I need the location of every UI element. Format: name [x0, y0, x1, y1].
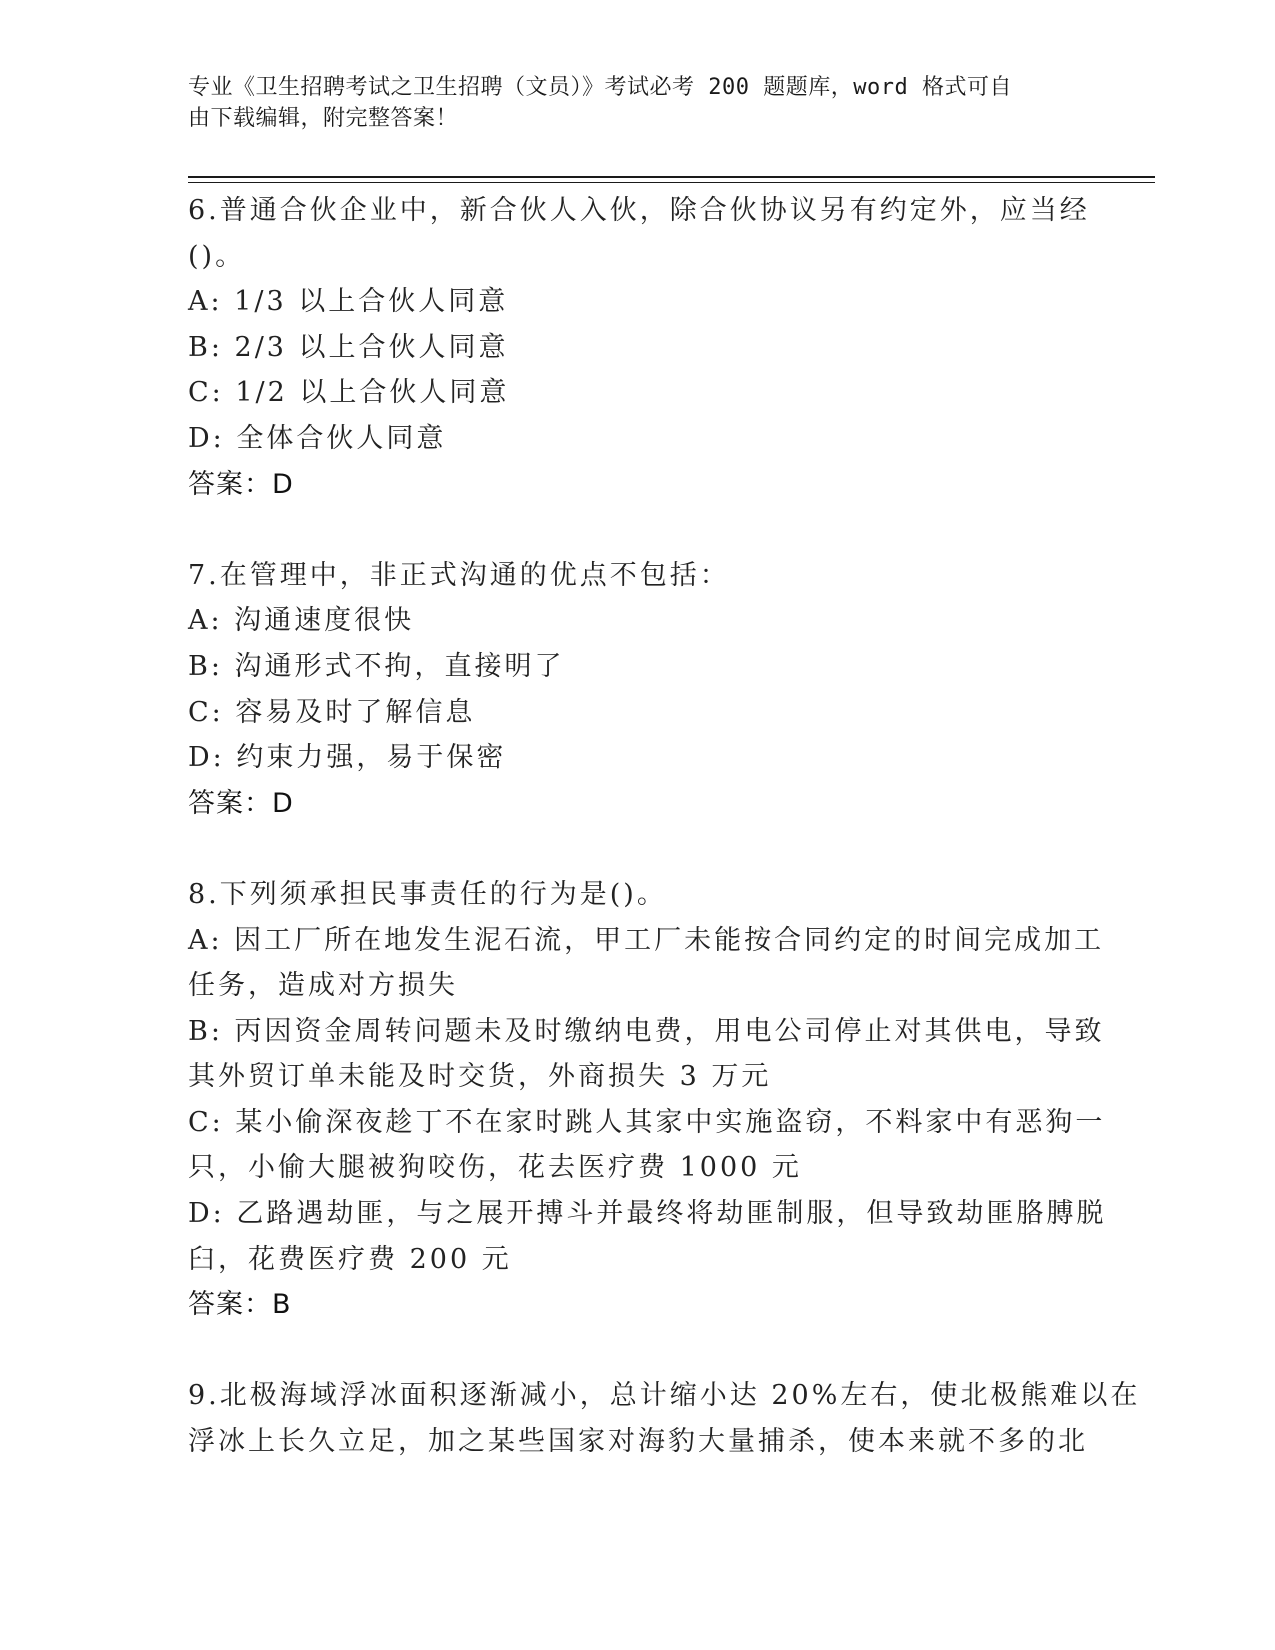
option-a: A: 1/3 以上合伙人同意	[188, 286, 509, 318]
question-text: 9.北极海域浮冰面积逐渐减小，总计缩小达 20%左右，使北极熊难以在	[188, 1380, 1141, 1412]
question-block	[188, 553, 1088, 827]
option-d: D: 约束力强，易于保密	[188, 742, 507, 774]
question-list	[188, 188, 1141, 1465]
option-c: C: 容易及时了解信息	[188, 696, 476, 728]
header-divider-thick	[188, 176, 1155, 178]
answer-line: 答案：B	[188, 1289, 292, 1321]
option-b: B: 2/3 以上合伙人同意	[188, 331, 509, 363]
header-line-1: 专业《卫生招聘考试之卫生招聘（文员）》考试必考 200 题题库，word 格式可自	[188, 75, 1012, 100]
header-divider-thin	[188, 182, 1155, 183]
spacer	[188, 1328, 1088, 1374]
question-text: 8.下列须承担民事责任的行为是()。	[188, 878, 667, 910]
option-c: C: 某小偷深夜趁丁不在家时跳人其家中实施盗窃，不料家中有恶狗一	[188, 1106, 1106, 1138]
question-text-continued: 浮冰上长久立足，加之某些国家对海豹大量捕杀，使本来就不多的北	[188, 1426, 1088, 1458]
option-a: A: 沟通速度很快	[188, 605, 415, 637]
option-b: B: 丙因资金周转问题未及时缴纳电费，用电公司停止对其供电，导致	[188, 1015, 1105, 1047]
spacer	[188, 507, 1088, 553]
question-block	[188, 1373, 1141, 1464]
question-block	[188, 872, 1107, 1328]
answer-line: 答案：D	[188, 468, 294, 500]
option-d: D: 全体合伙人同意	[188, 422, 447, 454]
option-c-continued: 只，小偷大腿被狗咬伤，花去医疗费 1000 元	[188, 1152, 802, 1184]
option-b-continued: 其外贸订单未能及时交货，外商损失 3 万元	[188, 1061, 772, 1093]
option-b: B: 沟通形式不拘，直接明了	[188, 650, 565, 682]
header-line-2: 由下载编辑，附完整答案！	[188, 106, 459, 131]
option-c: C: 1/2 以上合伙人同意	[188, 377, 510, 409]
document-header	[188, 72, 1068, 134]
question-text: 7.在管理中，非正式沟通的优点不包括：	[188, 559, 730, 591]
question-block	[188, 188, 1088, 507]
question-text: ()。	[188, 240, 246, 272]
spacer	[188, 826, 1088, 872]
option-a: A: 因工厂所在地发生泥石流，甲工厂未能按合同约定的时间完成加工	[188, 924, 1105, 956]
option-d-continued: 臼，花费医疗费 200 元	[188, 1243, 512, 1275]
option-d: D: 乙路遇劫匪，与之展开搏斗并最终将劫匪制服，但导致劫匪胳膊脱	[188, 1198, 1107, 1230]
answer-line: 答案：D	[188, 787, 294, 819]
question-text: 6.普通合伙企业中，新合伙人入伙，除合伙协议另有约定外，应当经	[188, 195, 1090, 226]
option-a-continued: 任务，造成对方损失	[188, 970, 458, 1002]
